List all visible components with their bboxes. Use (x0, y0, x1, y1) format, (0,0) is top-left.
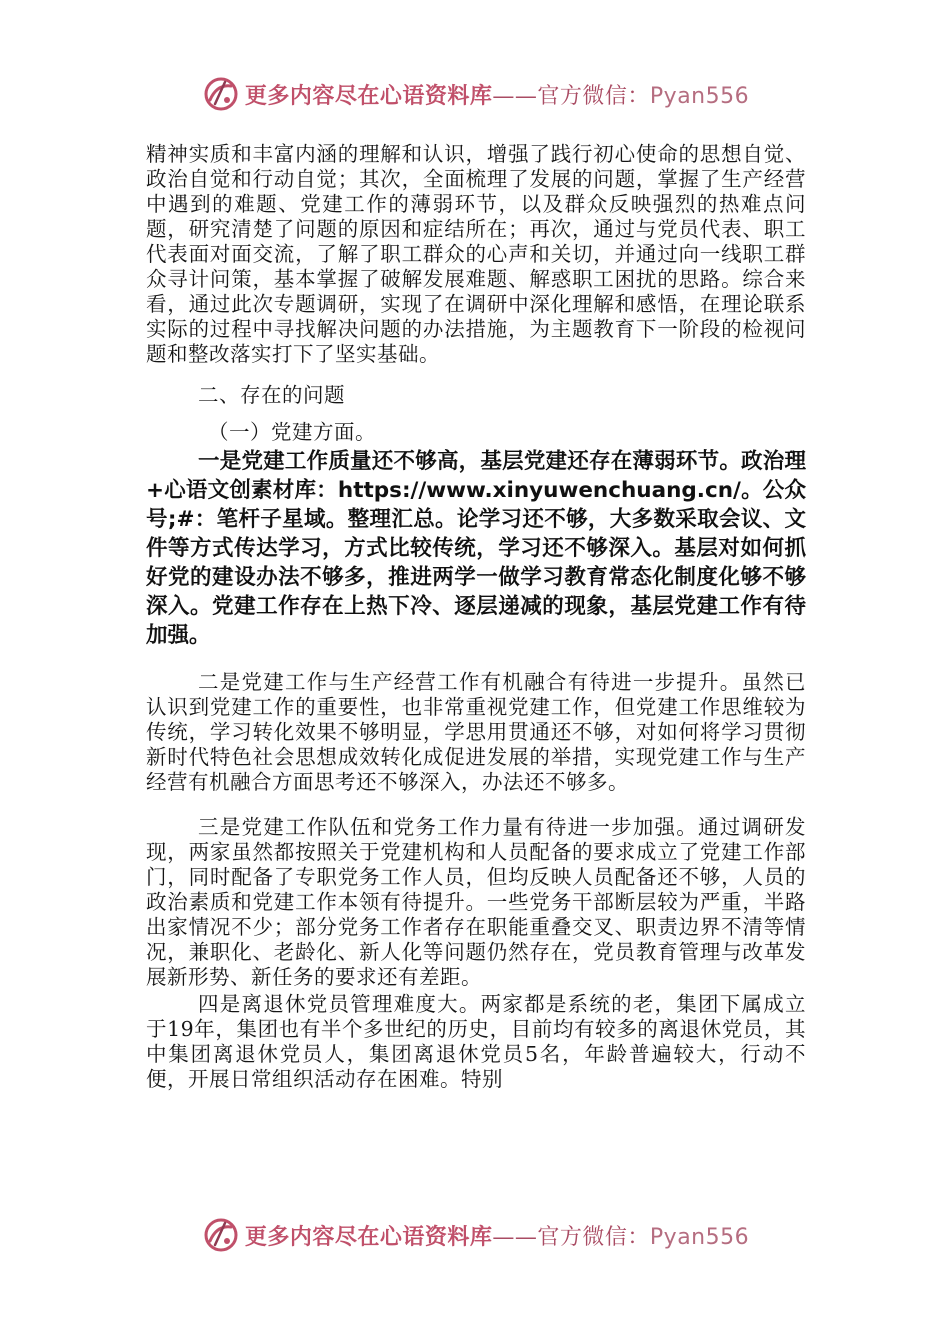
subsection-heading: （一）党建方面。 (208, 420, 376, 444)
watermark-library-text: 更多内容尽在心语资料库 (244, 1223, 493, 1250)
watermark-wechat-id: Pyan556 (649, 83, 750, 109)
brand-logo-icon (201, 1215, 241, 1255)
footer-watermark (0, 1213, 950, 1257)
watermark-wechat-label: 官方微信： (537, 1224, 650, 1250)
watermark-library-text: 更多内容尽在心语资料库 (244, 82, 493, 109)
header-watermark (0, 72, 950, 116)
point-one-paragraph: 一是党建工作质量还不够高，基层党建还存在薄弱环节。政治理+心语文创素材库：https://www.xinyuwenchuang.cn/。公众号;#：笔杆子星域。整理汇总。论学习还不够，大多数采取会议、文件等方式传达学习，方式比较传统，学习还不够深入。基层对如何抓好党的建设办法不够多，推进两学一做学习教育常态化制度化够不够深入。党建工作存在上热下冷、逐层递减的现象，基层党建工作有待加强。 (146, 449, 806, 648)
brand-logo-icon (201, 74, 241, 114)
watermark-dash: —— (492, 1224, 538, 1250)
point-four-paragraph: 四是离退休党员管理难度大。两家都是系统的老，集团下属成立于19年，集团也有半个多世纪的历史，目前均有较多的离退休党员，其中集团离退休党员人，集团离退休党员5名，年龄普遍较大，行动不便，开展日常组织活动存在困难。特别 (146, 992, 806, 1091)
point-two-paragraph: 二是党建工作与生产经营工作有机融合有待进一步提升。虽然已认识到党建工作的重要性，也非常重视党建工作，但党建工作思维较为传统，学习转化效果不够明显，学思用贯通还不够，对如何将学习贯彻新时代特色社会思想成效转化成促进发展的举措，实现党建工作与生产经营有机融合方面思考还不够深入，办法还不够多。 (146, 670, 806, 794)
watermark-wechat-label: 官方微信： (537, 83, 650, 109)
intro-paragraph: 精神实质和丰富内涵的理解和认识，增强了践行初心使命的思想自觉、政治自觉和行动自觉；其次，全面梳理了发展的问题，掌握了生产经营中遇到的难题、党建工作的薄弱环节，以及群众反映强烈的热难点问题，研究清楚了问题的原因和症结所在；再次，通过与党员代表、职工代表面对面交流，了解了职工群众的心声和关切，并通过向一线职工群众寻计问策，基本掌握了破解发展难题、解惑职工困扰的思路。综合来看，通过此次专题调研，实现了在调研中深化理解和感悟，在理论联系实际的过程中寻找解决问题的办法措施，为主题教育下一阶段的检视问题和整改落实打下了坚实基础。 (146, 142, 806, 366)
watermark-text (245, 79, 749, 110)
watermark-wechat-id: Pyan556 (649, 1224, 750, 1250)
watermark-dash: —— (492, 83, 538, 109)
section-heading: 二、存在的问题 (198, 383, 345, 407)
watermark-text (245, 1220, 749, 1251)
document-body (146, 142, 806, 1092)
point-three-paragraph: 三是党建工作队伍和党务工作力量有待进一步加强。通过调研发现，两家虽然都按照关于党建机构和人员配备的要求成立了党建工作部门，同时配备了专职党务工作人员，但均反映人员配备还不够，人员的政治素质和党建工作本领有待提升。一些党务干部断层较为严重，半路出家情况不少；部分党务工作者存在职能重叠交叉、职责边界不清等情况，兼职化、老龄化、新人化等问题仍然存在，党员教育管理与改革发展新形势、新任务的要求还有差距。 (146, 815, 806, 989)
